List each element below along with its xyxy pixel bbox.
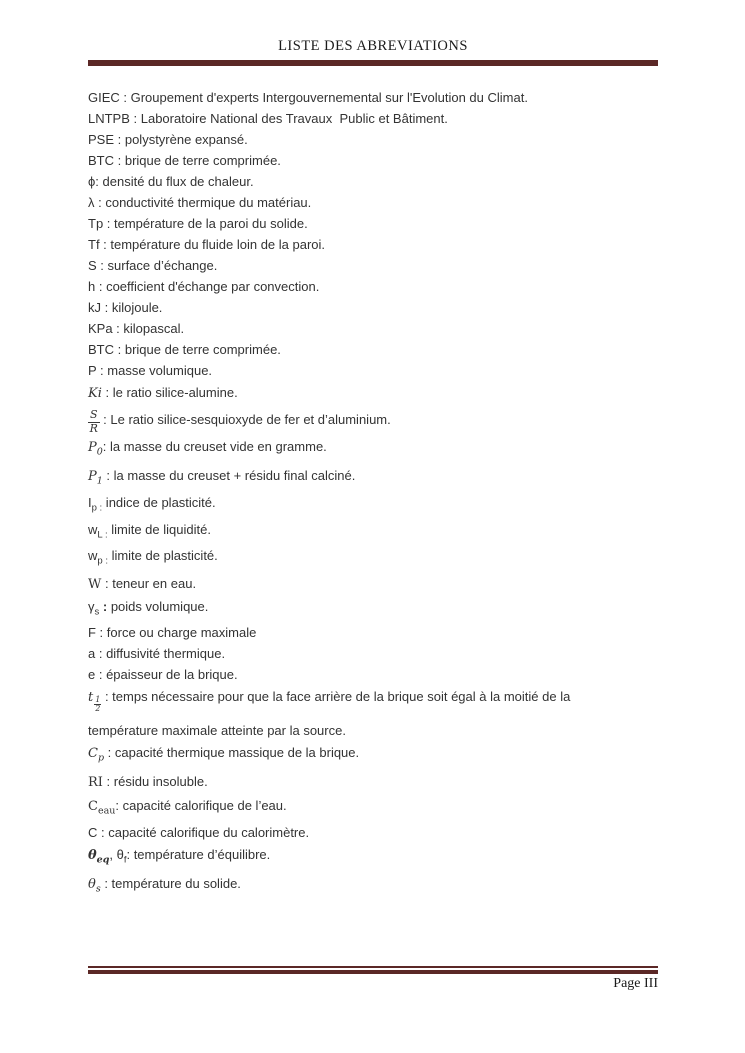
abbreviation-line	[88, 572, 673, 596]
abbreviation-line	[88, 213, 673, 234]
text-segment: GIEC : Groupement d'experts Intergouvernemental sur l'Evolution du Climat.	[88, 90, 528, 105]
abbreviation-line	[88, 643, 673, 664]
text-segment: a : diffusivité thermique.	[88, 646, 226, 661]
text-segment: s	[94, 606, 100, 617]
text-segment: p :	[97, 555, 108, 567]
text-segment: θ	[88, 876, 96, 892]
abbreviation-line	[88, 794, 673, 823]
text-segment: Ki	[88, 386, 102, 401]
text-segment: p	[97, 752, 105, 764]
abbreviation-line	[88, 297, 673, 318]
text-segment: P	[88, 440, 97, 455]
text-segment: eau	[97, 805, 116, 817]
abbreviation-line	[88, 360, 673, 381]
page-number: Page III	[613, 976, 658, 991]
footer-rule-thick	[88, 970, 658, 974]
abbreviation-line	[88, 405, 673, 435]
abbreviation-line	[88, 519, 673, 546]
text-segment: s	[95, 883, 101, 895]
fraction: $\frac{1}{2}$	[95, 694, 101, 713]
abbreviation-line	[88, 318, 673, 339]
text-segment: : le ratio silice-alumine.	[101, 385, 238, 400]
abbreviation-line	[88, 545, 673, 572]
abbreviation-line	[88, 150, 673, 171]
text-segment: BTC : brique de terre comprimée.	[88, 342, 281, 357]
text-segment: : la masse du creuset vide en gramme.	[102, 439, 327, 454]
text-segment: γ	[88, 598, 95, 614]
abbreviation-line	[88, 664, 673, 685]
footer-rule-thin	[88, 966, 658, 968]
abbreviation-line	[88, 770, 673, 794]
abbreviation-line	[88, 720, 673, 741]
text-segment: : capacité calorifique de l’eau.	[115, 797, 287, 813]
text-segment: RI	[88, 774, 103, 790]
text-segment: 1	[96, 475, 103, 486]
abbreviation-line	[88, 464, 673, 493]
text-segment: θ	[88, 848, 97, 864]
text-segment: 0	[96, 446, 103, 458]
text-segment: : capacité thermique massique de la brique.	[104, 745, 360, 761]
text-segment: p :	[91, 502, 103, 514]
text-segment: L :	[97, 529, 108, 540]
text-segment: Tf : température du fluide loin de la paroi.	[88, 237, 326, 252]
text-segment: : résidu insoluble.	[102, 773, 208, 789]
text-segment: : temps nécessaire pour que la face arrière de la brique soit égal à la moitié de la	[101, 689, 571, 704]
text-segment: P	[88, 468, 97, 484]
text-segment: kJ : kilojoule.	[88, 300, 163, 315]
abbreviation-line	[88, 171, 673, 192]
text-segment: C : capacité calorifique du calorimètre.	[88, 825, 310, 841]
text-segment: P : masse volumique.	[88, 363, 213, 378]
abbreviation-line	[88, 339, 673, 360]
text-segment: f	[123, 854, 127, 866]
text-segment: indice de plasticité.	[102, 495, 216, 510]
abbreviation-line	[88, 234, 673, 255]
text-segment: , θ	[109, 847, 124, 863]
header-rule	[88, 60, 658, 66]
text-segment: PSE : polystyrène expansé.	[88, 132, 248, 147]
text-segment: w	[88, 548, 98, 563]
text-segment: : température du solide.	[100, 875, 241, 891]
text-segment: : la masse du creuset + résidu final calciné.	[102, 467, 356, 483]
abbreviation-line	[88, 492, 673, 519]
text-segment: F : force ou charge maximale	[88, 625, 257, 640]
text-segment: C	[88, 746, 98, 762]
text-segment: : teneur en eau.	[101, 575, 197, 591]
text-segment: température maximale atteinte par la source.	[88, 723, 346, 739]
abbreviation-list	[88, 87, 673, 900]
text-segment: Tp : température de la paroi du solide.	[88, 216, 308, 231]
text-segment: KPa : kilopascal.	[88, 321, 185, 336]
abbreviation-line	[88, 87, 673, 108]
text-segment: h : coefficient d'échange par convection.	[88, 279, 320, 294]
abbreviation-line	[88, 741, 673, 770]
abbreviation-line	[88, 685, 673, 713]
abbreviation-line	[88, 129, 673, 150]
abbreviation-line	[88, 596, 673, 623]
abbreviation-line	[88, 872, 673, 901]
text-segment: : température d’équilibre.	[126, 847, 271, 863]
text-segment: W	[88, 576, 102, 592]
abbreviation-line	[88, 192, 673, 213]
fraction: $\frac{S}{R}$	[89, 408, 98, 435]
abbreviation-line	[88, 622, 673, 643]
abbreviation-line	[88, 843, 673, 872]
text-segment: :	[99, 598, 108, 614]
abbreviation-line	[88, 276, 673, 297]
abbreviation-line	[88, 381, 673, 405]
text-segment: eq	[96, 854, 110, 866]
text-segment: λ : conductivité thermique du matériau.	[88, 195, 312, 210]
text-segment: e : épaisseur de la brique.	[88, 667, 238, 682]
text-segment: w	[88, 521, 98, 537]
text-segment: BTC : brique de terre comprimée.	[88, 153, 281, 168]
text-segment: LNTPB : Laboratoire National des Travaux Public et Bâtiment.	[88, 111, 448, 126]
text-segment: C	[88, 798, 98, 814]
page-title: LISTE DES ABREVIATIONS	[278, 38, 468, 54]
abbreviation-line	[88, 822, 673, 843]
text-segment: poids volumique.	[107, 598, 209, 614]
abbreviation-line	[88, 255, 673, 276]
text-segment: t	[88, 690, 94, 705]
abbreviation-line	[88, 108, 673, 129]
text-segment: I	[88, 495, 92, 510]
abbreviation-line	[88, 435, 673, 464]
text-segment: ϕ: densité du flux de chaleur.	[88, 174, 254, 189]
text-segment: : Le ratio silice-sesquioxyde de fer et d’aluminium.	[99, 412, 391, 427]
text-segment: limite de liquidité.	[107, 521, 211, 537]
text-segment: limite de plasticité.	[107, 548, 218, 563]
text-segment: S : surface d’échange.	[88, 258, 218, 273]
